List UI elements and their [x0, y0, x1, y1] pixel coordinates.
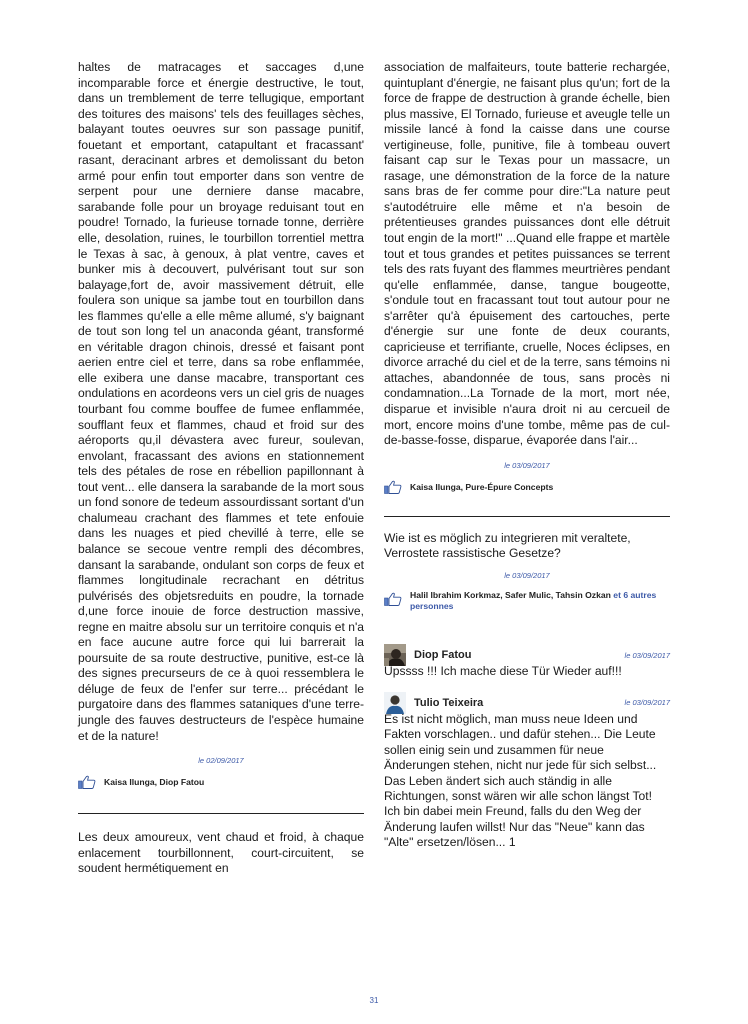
page-number: 31: [369, 996, 379, 1005]
avatar[interactable]: [384, 644, 406, 666]
comment-text: Es ist nicht möglich, man muss neue Ideen und Fakten vorschlagen.. und dafür stehen... Die Leute sollen einig sein und zusammen für neue Änderungen stehen, nicht nur jede für sich selbst... Das Leben ändert sich auch ständig in alle Richtungen, sonst wären wir alle schon längst Tot! Ich bin dabei mein Freund, falls du den Weg der Änderung laufen willst! Nur das "Neue" kann das "Alte" ersetzen/lösen... 1: [384, 711, 657, 850]
likes-names[interactable]: Kaisa Ilunga, Pure-Épure Concepts: [410, 481, 554, 492]
likes-names-list[interactable]: Halil Ibrahim Korkmaz, Safer Mulic, Tahsin Ozkan: [410, 590, 611, 601]
thumbs-up-icon[interactable]: [384, 592, 402, 606]
post-text: association de malfaiteurs, toute batterie rechargée, quintuplant d'énergie, ne faisant plus qu'un; fort de la force de frappe de destruction à grande échelle, bien plus massive, El Tornado, furieuse et aveugle telle un missile lancé à fond la caisse dans une course vertigineuse, folle, punitive, file à tombeau ouvert faisant cap sur le Texas pour un massacre, un rasage, une démonstration de la force de la nature sans bras de fer comme pour dire:"La nature peut s'autodétruire elle même et n'a besoin de prétentieuses grandes puissances dont elle détruit tout engin de la mort!" ...Quand elle frappe et martèle tout et tous grandes et petites puissances se terrent tels des rats fuyant des flammes meurtrières pendant qu'elle enflammée, danse, tangue bougeotte, s'ondule tout en fracassant tout tout autour pour ne s'arrêter qu'à épuisement des cartouches, perte d'énergie sur une fonte de deux courants, capricieuse et terrifiante, cruelle, Noces éclipses, en divorce arraché du ciel et de la terre, sans témoins ni attaches, abandonnée de tous, sans procès ni condamnation...La Tornade de la mort, mort née, disparue et invisible n'aura droit ni au cercueil de mort, encore moins d'une tombe, même pas de cul-de-basse-fosse, disparue, évaporée dans l'air...: [384, 60, 670, 448]
comment-header: [384, 644, 670, 666]
thumbs-up-icon[interactable]: [78, 775, 96, 789]
post-date: le 03/09/2017: [504, 571, 550, 581]
post-question: Wie ist es möglich zu integrieren mit veraltete, Verrostete rassistische Gesetze?: [384, 530, 631, 561]
right-column: [384, 60, 670, 851]
post-text: Les deux amoureux, vent chaud et froid, à chaque enlacement tourbillonnent, court-circuitent, se soudent hermétiquement en: [78, 830, 364, 876]
comment-date: le 03/09/2017: [624, 650, 670, 660]
post-date: le 02/09/2017: [198, 756, 244, 766]
comment-text: Upssss !!! Ich mache diese Tür Wieder auf!!!: [384, 664, 622, 679]
comment-date: le 03/09/2017: [624, 698, 670, 708]
post-date: le 03/09/2017: [504, 460, 550, 470]
like-row: [384, 588, 670, 612]
divider: [384, 516, 670, 517]
comment-header: [384, 692, 670, 714]
thumbs-up-icon[interactable]: [384, 480, 402, 494]
like-row: [78, 775, 364, 789]
like-row: [384, 480, 670, 494]
left-column: [78, 60, 364, 877]
comment-author[interactable]: Diop Fatou: [414, 649, 472, 662]
comment-author[interactable]: Tulio Teixeira: [414, 696, 484, 709]
post-text: haltes de matracages et saccages d,une incomparable force et énergie destructive, le tout, dans un tremblement de terre tellugique, emportant des toitures des maisons' tels des feuillages sèches, balayant toutes oeuvres sur son passage punitif, fouetant et emportant, catapultant et fracassant' rasant, deracinant arbres et demolissant du beton armé pour enfin tout emporter dans son ventre de serpent pour une derniere danse macabre, sarabande folle pour un broyage reduisant tout en poudre! Tornado, la furieuse tornade tonne, derrière elle, desolation, ruines, le tourbillon torrentiel mettra le Texas à sac, à genoux, à plat ventre, caves et bunker mis à decouvert, pulvérisant tout sur son balayage,fort de, avoir massivement détruit, elle foulera son unique sa jambe tout en tourbillon dans les flammes qu'elle a elle même allumé, s'y baignant de tout son long tel un anaconda géant, transformé en véritable dragon chinois, dressé et faisant pont aerien entre ciel et terre, dans sa robe enflammée, elle exibera une danse macabre, transportant ces ondulations en acordeons vers un ciel gris de nuages tourbant fou comme bouffee de fumee enflammée, soufflant feux et flammes, chaud et froid sur des aéroports qu,il dévastera avec fureur, soulevan, envolant, fracassant des avions en stationnement tels des pétales de rose en rébellion papillonnant à tout vent... elle dansera la sarabande de la mort sous un fond sonore de tedeum assourdissant sortant d'un chalumeau crachant des flammes et tete enfouie dans les nuages et pied chevillé à terre, elle se balance se secoue ventre rempli des décombres, dansant la sarabande, ondulant son corps de feux et flammes longitudinale recrachant en détritus pulvérisés des objetsreduits en poudre, la tornade d,une force inouie de force destruction massive, regne en maitre absolu sur un territoire conquis et n'a en face aucune autre force qui lui barrerait la poursuite de sa route destructive, punitive, est-ce là des signes precurseurs de ce à quoi ressemblera le déluge de feux de l'enfer sur terre... précédant le purgatoire dans des flammes sataniques d'une terre-jungle des fauves destructeurs de l'espèce humaine et de la nature!: [78, 60, 364, 743]
likes-names[interactable]: Kaisa Ilunga, Diop Fatou: [104, 777, 205, 788]
likes-names: [410, 588, 670, 612]
avatar[interactable]: [384, 692, 406, 714]
divider: [78, 813, 364, 814]
likes-others-link[interactable]: et 6 autres personnes: [410, 590, 657, 612]
